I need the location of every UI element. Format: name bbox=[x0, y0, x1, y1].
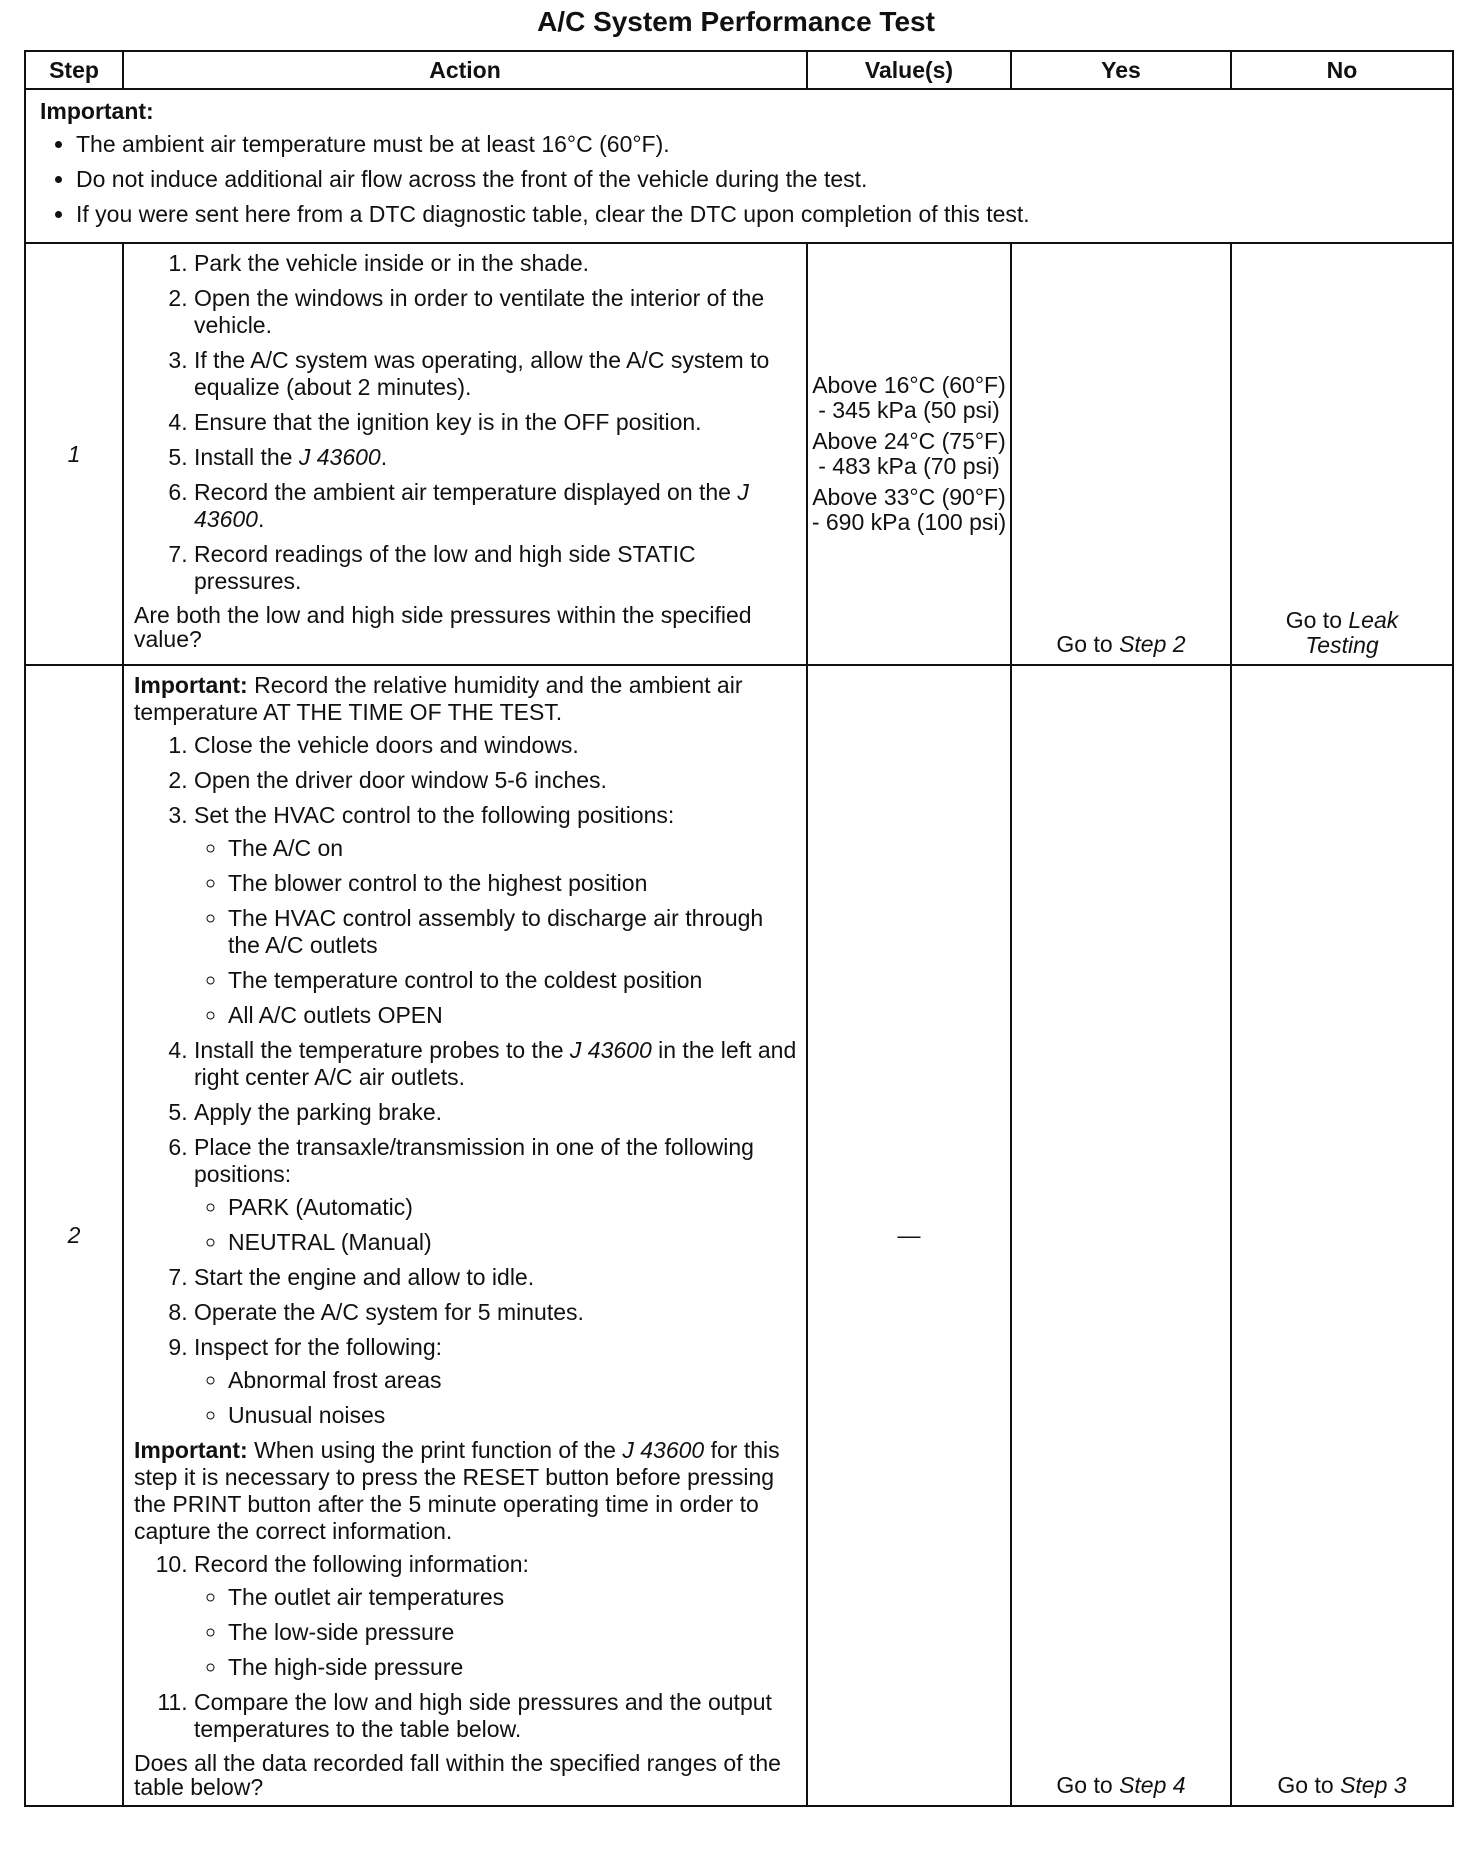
step-1-values bbox=[807, 243, 1011, 665]
list-item: 7. Record readings of the low and high side STATIC pressures. bbox=[194, 541, 798, 595]
header-step: Step bbox=[25, 51, 123, 89]
step-link[interactable]: Step 2 bbox=[1119, 631, 1186, 657]
sub-item: ◦ The high-side pressure bbox=[228, 1654, 798, 1681]
text: Go to bbox=[1277, 1772, 1341, 1798]
text: Install the temperature probes to the bbox=[194, 1037, 570, 1063]
important-note bbox=[134, 1437, 798, 1545]
step-2-no bbox=[1231, 665, 1453, 1806]
list-item bbox=[194, 444, 798, 471]
list-item bbox=[194, 1551, 798, 1681]
important-label: Important: bbox=[134, 672, 248, 698]
step-link[interactable]: Step 4 bbox=[1119, 1772, 1186, 1798]
text: Place the transaxle/transmission in one of the following positions: bbox=[194, 1134, 754, 1187]
step-2-action bbox=[123, 665, 807, 1806]
important-label: Important: bbox=[40, 98, 154, 124]
list-item: 4. Ensure that the ignition key is in the OFF position. bbox=[194, 409, 798, 436]
important-item: • If you were sent here from a DTC diagnostic table, clear the DTC upon completion of this test. bbox=[76, 201, 1438, 228]
text: . bbox=[257, 506, 265, 532]
text: . bbox=[380, 444, 388, 470]
list-item bbox=[194, 802, 798, 1029]
step-1-action bbox=[123, 243, 807, 665]
list-item bbox=[194, 1134, 798, 1256]
list-item: 1. Close the vehicle doors and windows. bbox=[194, 732, 798, 759]
page-title: A/C System Performance Test bbox=[537, 6, 935, 37]
step-1-yes bbox=[1011, 243, 1231, 665]
text: Record the following information: bbox=[194, 1551, 529, 1577]
list-item: 11. Compare the low and high side pressures and the output temperatures to the table below. bbox=[194, 1689, 798, 1743]
text: Go to bbox=[1056, 1772, 1120, 1798]
list-item: 1. Park the vehicle inside or in the shade. bbox=[194, 250, 798, 277]
important-item: • The ambient air temperature must be at least 16°C (60°F). bbox=[76, 131, 1438, 158]
header-no: No bbox=[1231, 51, 1453, 89]
list-item: 5. Apply the parking brake. bbox=[194, 1099, 798, 1126]
header-values: Value(s) bbox=[807, 51, 1011, 89]
text: in the left and right center A/C air outlets. bbox=[194, 1037, 797, 1090]
value-range: Above 16°C (60°F) - 345 kPa (50 psi) bbox=[812, 372, 1006, 423]
step-question: Does all the data recorded fall within the specified ranges of the table below? bbox=[134, 1750, 781, 1800]
diagnostic-table bbox=[24, 50, 1454, 1807]
text: Inspect for the following: bbox=[194, 1334, 443, 1360]
sub-item: ◦ Abnormal frost areas bbox=[228, 1367, 798, 1394]
tool-ref: J 43600 bbox=[569, 1037, 652, 1063]
tool-ref: J 43600 bbox=[622, 1437, 705, 1463]
list-item: 3. If the A/C system was operating, allow the A/C system to equalize (about 2 minutes). bbox=[194, 347, 798, 401]
sub-item: ◦ PARK (Automatic) bbox=[228, 1194, 798, 1221]
text: Go to bbox=[1056, 631, 1120, 657]
step-2-row bbox=[25, 665, 1453, 1806]
list-item: 7. Start the engine and allow to idle. bbox=[194, 1264, 798, 1291]
sub-item: ◦ All A/C outlets OPEN bbox=[228, 1002, 798, 1029]
list-item: 2. Open the windows in order to ventilate the interior of the vehicle. bbox=[194, 285, 798, 339]
sub-item: ◦ Unusual noises bbox=[228, 1402, 798, 1429]
step-1-no bbox=[1231, 243, 1453, 665]
list-item: 2. Open the driver door window 5-6 inches. bbox=[194, 767, 798, 794]
step-2-yes bbox=[1011, 665, 1231, 1806]
text: Set the HVAC control to the following positions: bbox=[194, 802, 675, 828]
step-question: Are both the low and high side pressures within the specified value? bbox=[134, 602, 752, 652]
important-note bbox=[25, 89, 1453, 243]
sub-item: ◦ The blower control to the highest position bbox=[228, 870, 798, 897]
sub-item: ◦ The HVAC control assembly to discharge air through the A/C outlets bbox=[228, 905, 798, 959]
text: Go to bbox=[1285, 607, 1349, 633]
list-item bbox=[194, 1037, 798, 1091]
step-number: 1 bbox=[25, 243, 123, 665]
step-2-values: — bbox=[807, 665, 1011, 1806]
sub-item: ◦ The A/C on bbox=[228, 835, 798, 862]
list-item bbox=[194, 479, 798, 533]
text: for this step it is necessary to press the RESET button before pressing the PRINT button after the 5 minute operating time in order to capture the correct information. bbox=[134, 1437, 780, 1544]
list-item: 8. Operate the A/C system for 5 minutes. bbox=[194, 1299, 798, 1326]
header-row bbox=[25, 51, 1453, 89]
text: Record the relative humidity and the ambient air temperature AT THE TIME OF THE TEST. bbox=[134, 672, 743, 725]
header-yes: Yes bbox=[1011, 51, 1231, 89]
list-item bbox=[194, 1334, 798, 1429]
sub-item: ◦ The temperature control to the coldest position bbox=[228, 967, 798, 994]
sub-item: ◦ The outlet air temperatures bbox=[228, 1584, 798, 1611]
important-label: Important: bbox=[134, 1437, 248, 1463]
text: Record the ambient air temperature displayed on the bbox=[194, 479, 738, 505]
text: Install the bbox=[194, 444, 299, 470]
tool-ref: J 43600 bbox=[194, 479, 749, 532]
text: When using the print function of the bbox=[247, 1437, 623, 1463]
header-action: Action bbox=[123, 51, 807, 89]
sub-item: ◦ NEUTRAL (Manual) bbox=[228, 1229, 798, 1256]
important-item: • Do not induce additional air flow across the front of the vehicle during the test. bbox=[76, 166, 1438, 193]
step-1-row bbox=[25, 243, 1453, 665]
step-link[interactable]: Step 3 bbox=[1340, 1772, 1407, 1798]
sub-item: ◦ The low-side pressure bbox=[228, 1619, 798, 1646]
value-range: Above 33°C (90°F) - 690 kPa (100 psi) bbox=[811, 484, 1007, 535]
step-number: 2 bbox=[25, 665, 123, 1806]
value-range: Above 24°C (75°F) - 483 kPa (70 psi) bbox=[812, 428, 1006, 479]
tool-ref: J 43600 bbox=[298, 444, 381, 470]
important-note bbox=[134, 672, 798, 726]
step-link[interactable]: Leak Testing bbox=[1305, 607, 1399, 658]
important-row bbox=[25, 89, 1453, 243]
